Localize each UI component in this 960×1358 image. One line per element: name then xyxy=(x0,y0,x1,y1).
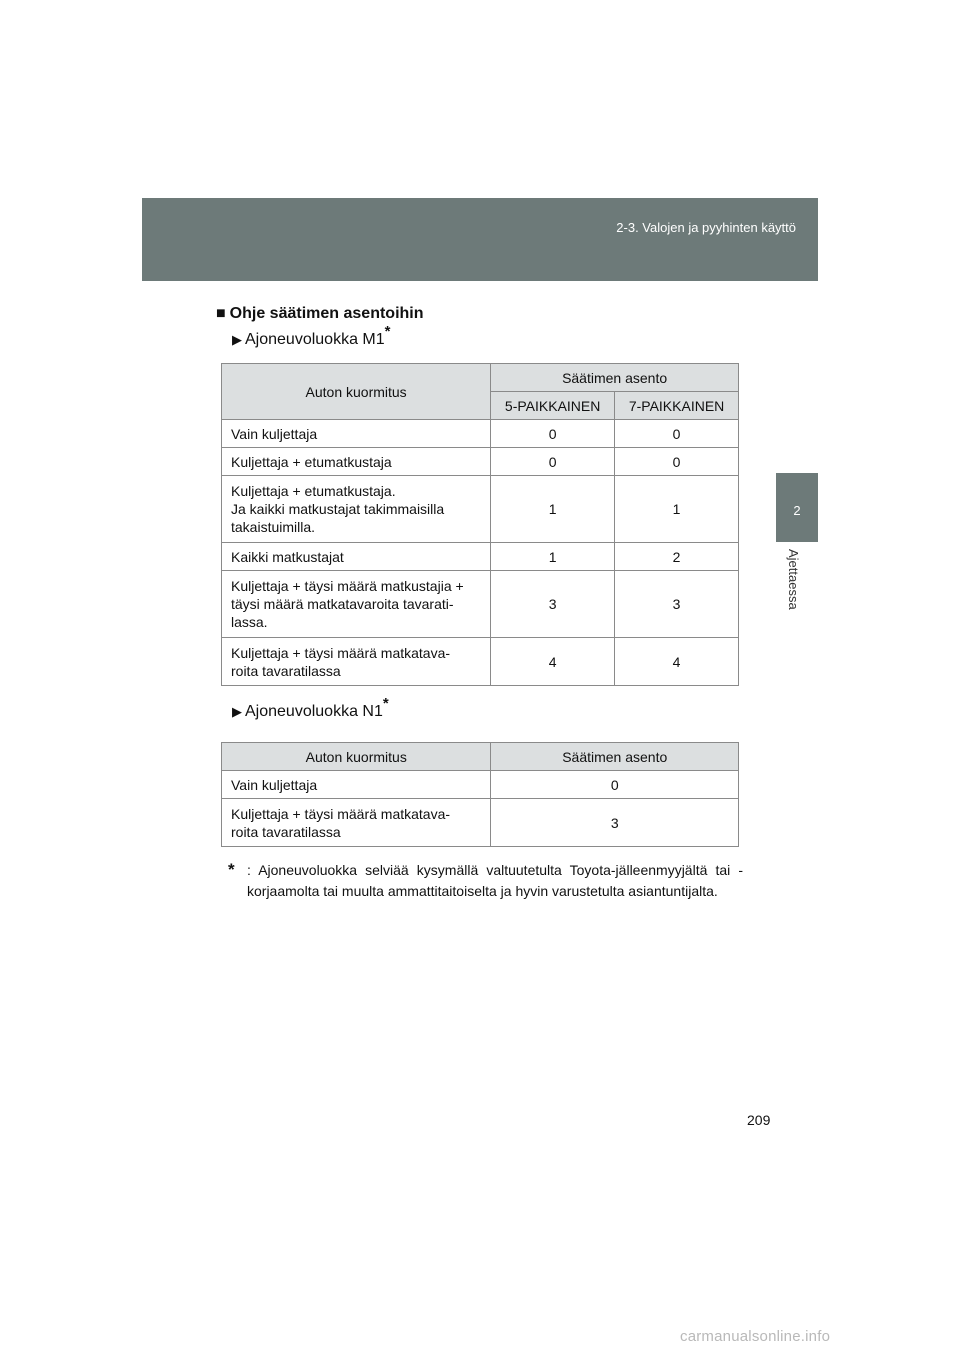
header-band xyxy=(142,198,818,281)
row-value-5: 1 xyxy=(491,476,615,543)
row-value-7: 1 xyxy=(615,476,739,543)
row-label-line: Kuljettaja + täysi määrä matkatava- xyxy=(231,644,451,661)
row-value-5: 4 xyxy=(491,638,615,686)
footnote-text: : Ajoneuvoluokka selviää kysymällä valtuutetulta Toyota-jälleenmyyjältä tai -korjaamolta tai muulta ammattitaitoiselta ja hyvin varustetulta asiantuntijalta. xyxy=(247,862,743,899)
chapter-tab xyxy=(776,473,818,542)
row-label-line: roita tavaratilassa xyxy=(231,823,341,840)
col-header-5-seat: 5-PAIKKAINEN xyxy=(491,392,615,420)
triangle-bullet-icon: ▶ xyxy=(232,332,242,347)
table-row xyxy=(222,799,739,847)
table-row xyxy=(222,771,739,799)
row-label: Vain kuljettaja xyxy=(222,771,491,799)
row-label-line: Kuljettaja + etumatkustaja. xyxy=(231,483,396,499)
table-row xyxy=(222,420,739,448)
square-bullet-icon: ■ xyxy=(216,305,226,322)
row-label-line: Kuljettaja + täysi määrä matkatava- xyxy=(231,805,451,822)
col-header-load: Auton kuormitus xyxy=(222,743,491,771)
row-label-line: Kuljettaja + täysi määrä matkustajia + xyxy=(231,578,464,594)
row-label xyxy=(222,799,491,847)
row-value-5: 0 xyxy=(491,448,615,476)
subheading-m1 xyxy=(232,322,391,349)
table-m1 xyxy=(221,363,739,686)
col-header-position: Säätimen asento xyxy=(491,743,739,771)
table-row xyxy=(222,476,739,543)
row-value-7: 4 xyxy=(615,638,739,686)
row-label-line: lassa. xyxy=(231,614,268,630)
row-value-7: 2 xyxy=(615,543,739,571)
col-header-position: Säätimen asento xyxy=(491,364,739,392)
row-value-7: 3 xyxy=(615,571,739,638)
row-value-5: 0 xyxy=(491,420,615,448)
row-label xyxy=(222,571,491,638)
row-label: Kaikki matkustajat xyxy=(222,543,491,571)
row-value-7: 0 xyxy=(615,420,739,448)
row-value-5: 3 xyxy=(491,571,615,638)
watermark: carmanualsonline.info xyxy=(680,1328,831,1345)
row-label-line: takaistuimilla. xyxy=(231,519,316,535)
subheading-n1-text: Ajoneuvoluokka N1 xyxy=(245,703,383,720)
subheading-n1 xyxy=(232,694,389,721)
page-number: 209 xyxy=(747,1112,771,1128)
row-value: 3 xyxy=(491,799,739,847)
footnote xyxy=(228,860,743,902)
row-value: 0 xyxy=(491,771,739,799)
row-label: Kuljettaja + etumatkustaja xyxy=(222,448,491,476)
row-label-line: täysi määrä matkatavaroita tavarati- xyxy=(231,596,454,612)
table-row xyxy=(222,638,739,686)
footnote-asterisk: * xyxy=(228,860,235,879)
row-label-line: roita tavaratilassa xyxy=(231,662,341,679)
subheading-m1-text: Ajoneuvoluokka M1 xyxy=(245,331,385,348)
row-label-line: Ja kaikki matkustajat takimmaisilla xyxy=(231,501,445,517)
chapter-label: Ajettaessa xyxy=(786,549,801,610)
section-heading xyxy=(216,305,424,323)
row-label xyxy=(222,476,491,543)
row-value-5: 1 xyxy=(491,543,615,571)
row-value-7: 0 xyxy=(615,448,739,476)
asterisk-mark: * xyxy=(384,322,391,340)
table-row xyxy=(222,543,739,571)
col-header-load: Auton kuormitus xyxy=(222,364,491,420)
chapter-number: 2 xyxy=(793,503,801,518)
row-label xyxy=(222,638,491,686)
heading-text: Ohje säätimen asentoihin xyxy=(229,305,424,322)
table-row xyxy=(222,571,739,638)
table-n1 xyxy=(221,742,739,847)
row-label: Vain kuljettaja xyxy=(222,420,491,448)
section-title: 2-3. Valojen ja pyyhinten käyttö xyxy=(616,220,796,235)
col-header-7-seat: 7-PAIKKAINEN xyxy=(615,392,739,420)
asterisk-mark: * xyxy=(382,694,389,712)
triangle-bullet-icon: ▶ xyxy=(232,704,242,719)
table-row xyxy=(222,448,739,476)
